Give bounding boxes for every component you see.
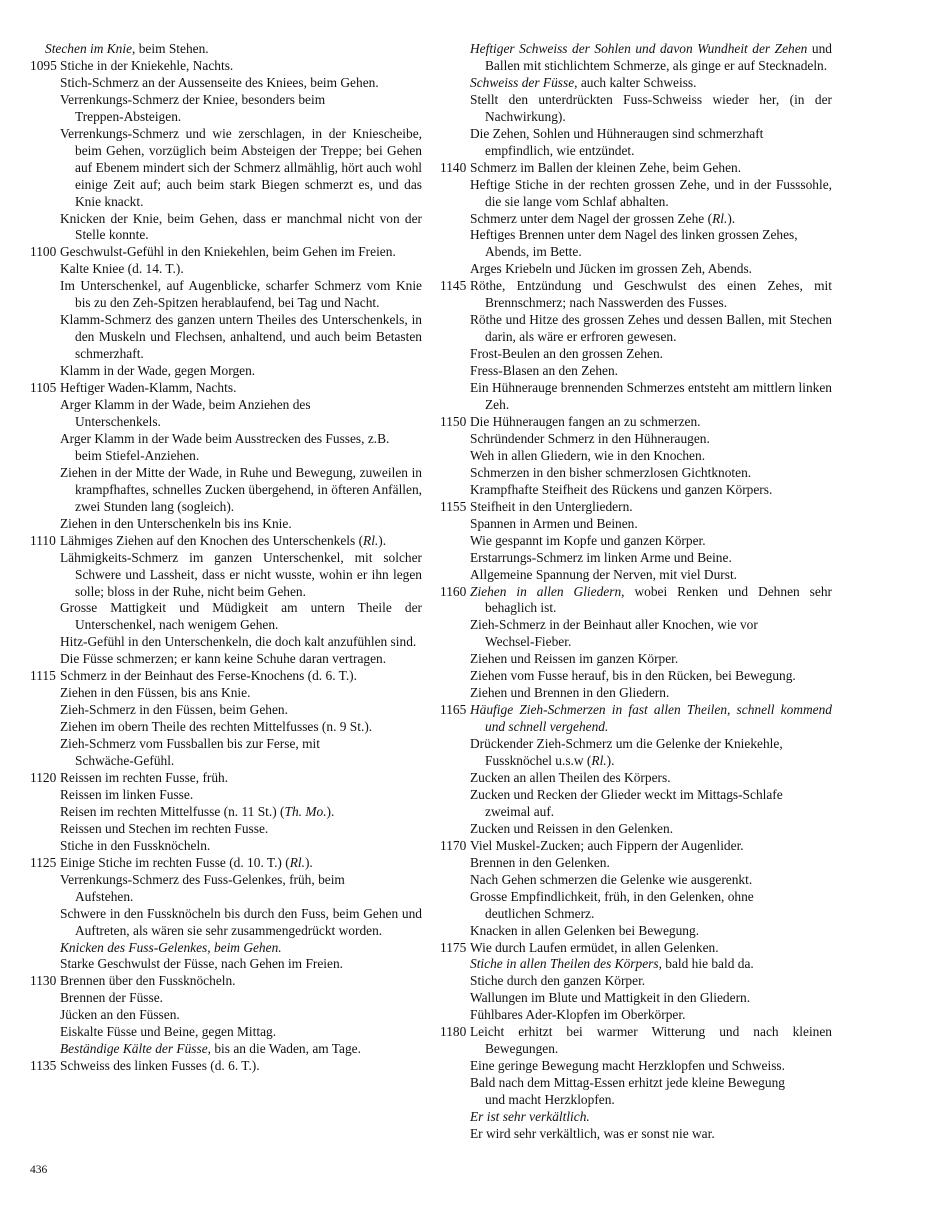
- symptom-entry: [440, 160, 832, 177]
- right-column: [440, 41, 832, 1143]
- entry-text: Ziehen im obern Theile des rechten Mittelfusses (n. 9 St.).: [60, 719, 373, 735]
- symptom-entry: [30, 363, 422, 380]
- entry-text: Frost-Beulen an den grossen Zehen.: [470, 346, 664, 362]
- entry-text: Knacken in allen Gelenken bei Bewegung.: [470, 922, 700, 938]
- symptom-entry: [30, 906, 422, 940]
- symptom-entry: [440, 668, 832, 685]
- entry-text: Zucken und Recken der Glieder weckt im Mittags-Schlafe: [470, 786, 783, 802]
- entry-text: Zieh-Schmerz vom Fussballen bis zur Ferse, mit: [60, 736, 320, 752]
- symptom-entry: [440, 973, 832, 990]
- entry-text: Schmerz in der Beinhaut des Ferse-Knochens (d. 6. T.).: [60, 668, 357, 684]
- symptom-entry: [440, 75, 832, 92]
- symptom-entry: [30, 719, 422, 736]
- entry-text: Verrenkungs-Schmerz des Fuss-Gelenkes, früh, beim: [60, 871, 345, 887]
- entry-text: Einige Stiche im rechten Fusse (d. 10. T.) (Rl.).: [60, 854, 313, 870]
- entry-text: Leicht erhitzt bei warmer Witterung und nach kleinen Bewegungen.: [470, 1024, 832, 1057]
- entry-number: 1155: [440, 498, 467, 514]
- entry-text: Brennen über den Fussknöcheln.: [60, 973, 236, 989]
- entry-number: 1175: [440, 939, 467, 955]
- symptom-entry: [440, 736, 832, 770]
- entry-text: Schwäche-Gefühl.: [75, 753, 175, 769]
- symptom-entry: [440, 1007, 832, 1024]
- entry-text: Krampfhafte Steifheit des Rückens und ganzen Körpers.: [470, 481, 773, 497]
- entry-text: Klamm-Schmerz des ganzen untern Theiles des Unterschenkels, in den Muskeln und Flechsen, anhaltend, und auch beim Betasten schmerzhaft.: [60, 312, 422, 362]
- entry-text: Reissen und Stechen im rechten Fusse.: [60, 820, 269, 836]
- entry-text: Viel Muskel-Zucken; auch Fippern der Augenlider.: [470, 837, 744, 853]
- symptom-entry: [30, 1024, 422, 1041]
- symptom-entry: [440, 177, 832, 211]
- symptom-entry: [440, 431, 832, 448]
- entry-text: Spannen in Armen und Beinen.: [470, 515, 638, 531]
- symptom-entry: [440, 990, 832, 1007]
- symptom-entry: [440, 482, 832, 499]
- entry-text: Jücken an den Füssen.: [60, 1007, 180, 1023]
- symptom-entry: [30, 41, 422, 58]
- entry-text: Klamm in der Wade, gegen Morgen.: [60, 363, 256, 379]
- entry-text: Reissen im linken Fusse.: [60, 786, 194, 802]
- entry-text: Erstarrungs-Schmerz im linken Arme und Beine.: [470, 549, 732, 565]
- entry-text: Ziehen in den Unterschenkeln bis ins Knie.: [60, 515, 292, 531]
- symptom-entry: [440, 1058, 832, 1075]
- symptom-entry: [30, 278, 422, 312]
- entry-text: Nach Gehen schmerzen die Gelenke wie ausgerenkt.: [470, 871, 753, 887]
- symptom-entry: [30, 804, 422, 821]
- symptom-entry: [440, 1075, 832, 1109]
- entry-text: Verrenkungs-Schmerz und wie zerschlagen, in der Kniescheibe, beim Gehen, vorzüglich beim Absteigen der Treppe; bei Gehen auf Ebenem mindert sich der Schmerz allmählig, hört auch wohl einige Zeit auf; auch beim stark Biegen schmerzt es, und das Knie knackt.: [60, 125, 422, 209]
- entry-number: 1180: [440, 1024, 467, 1040]
- symptom-entry: [30, 516, 422, 533]
- symptom-entry: [440, 1109, 832, 1126]
- entry-text: Arger Klamm in der Wade beim Ausstrecken des Fusses, z.B.: [60, 430, 390, 446]
- entry-text: Wallungen im Blute und Mattigkeit in den Gliedern.: [470, 990, 751, 1006]
- symptom-entry: [30, 770, 422, 787]
- entry-text: Zucken und Reissen in den Gelenken.: [470, 820, 674, 836]
- entry-text: Wechsel-Fieber.: [485, 634, 572, 650]
- entry-text: Schwere in den Fussknöcheln bis durch den Fuss, beim Gehen und Auftreten, als wären sie sehr zusammengedrückt worden.: [60, 905, 422, 938]
- symptom-entry: [30, 634, 422, 651]
- symptom-entry: [30, 126, 422, 211]
- entry-number: 1130: [30, 973, 57, 989]
- symptom-entry: [440, 550, 832, 567]
- entry-text: Brennen der Füsse.: [60, 990, 164, 1006]
- symptom-entry: [440, 685, 832, 702]
- symptom-entry: [440, 567, 832, 584]
- symptom-entry: [30, 651, 422, 668]
- entry-text: Fühlbares Ader-Klopfen im Oberkörper.: [470, 1007, 686, 1023]
- entry-text: Schmerz im Ballen der kleinen Zehe, beim Gehen.: [470, 159, 742, 175]
- entry-text: Zieh-Schmerz in der Beinhaut aller Knochen, wie vor: [470, 617, 758, 633]
- symptom-entry: [440, 889, 832, 923]
- entry-text: Häufige Zieh-Schmerzen in fast allen Theilen, schnell kommend und schnell vergehend.: [470, 702, 832, 735]
- entry-text: deutlichen Schmerz.: [485, 905, 595, 921]
- entry-text: Schmerzen in den bisher schmerzlosen Gichtknoten.: [470, 464, 752, 480]
- symptom-entry: [30, 1041, 422, 1058]
- symptom-entry: [440, 617, 832, 651]
- entry-text: Grosse Mattigkeit und Müdigkeit am untern Theile der Unterschenkel, nach wenigem Gehen.: [60, 600, 422, 633]
- entry-number: 1150: [440, 413, 467, 429]
- entry-text: Stellt den unterdrückten Fuss-Schweiss wieder her, (in der Nachwirkung).: [470, 91, 832, 124]
- symptom-entry: [30, 465, 422, 516]
- symptom-entry: [440, 126, 832, 160]
- symptom-entry: [440, 872, 832, 889]
- symptom-entry: [30, 58, 422, 75]
- entry-text: Aufstehen.: [75, 888, 134, 904]
- symptom-entry: [30, 1007, 422, 1024]
- entry-text: Heftiger Schweiss der Sohlen und davon Wundheit der Zehen und Ballen mit stichlichtem Schmerze, als ginge er auf Stecknadeln.: [470, 41, 832, 73]
- entry-text: Schweiss der Füsse, auch kalter Schweiss.: [470, 74, 697, 90]
- symptom-entry: [440, 414, 832, 431]
- symptom-entry: [30, 956, 422, 973]
- entry-text: Ziehen vom Fusse herauf, bis in den Rücken, bei Bewegung.: [470, 668, 796, 684]
- symptom-entry: [30, 533, 422, 550]
- entry-text: Fussknöchel u.s.w (Rl.).: [485, 753, 615, 769]
- symptom-entry: [30, 92, 422, 126]
- entry-text: Ziehen und Brennen in den Gliedern.: [470, 685, 670, 701]
- entry-text: Knicken des Fuss-Gelenkes, beim Gehen.: [60, 939, 282, 955]
- symptom-entry: [440, 584, 832, 618]
- symptom-entry: [440, 211, 832, 228]
- symptom-entry: [440, 465, 832, 482]
- entry-text: Arges Kriebeln und Jücken im grossen Zeh, Abends.: [470, 261, 753, 277]
- entry-text: Die Hühneraugen fangen an zu schmerzen.: [470, 413, 701, 429]
- symptom-entry: [30, 838, 422, 855]
- entry-text: Heftiger Waden-Klamm, Nachts.: [60, 380, 237, 396]
- symptom-entry: [30, 702, 422, 719]
- entry-text: und macht Herzklopfen.: [485, 1092, 615, 1108]
- entry-number: 1135: [30, 1058, 57, 1074]
- entry-text: Die Füsse schmerzen; er kann keine Schuhe daran vertragen.: [60, 651, 387, 667]
- symptom-entry: [440, 516, 832, 533]
- entry-text: Lähmigkeits-Schmerz im ganzen Unterschenkel, mit solcher Schwere und Lassheit, dass er nicht wusste, wohin er ihn legen solle; bloss in der Ruhe, nicht beim Gehen.: [60, 549, 422, 599]
- entry-text: Er wird sehr verkältlich, was er sonst nie war.: [470, 1126, 715, 1141]
- entry-text: Ziehen in den Füssen, bis ans Knie.: [60, 685, 251, 701]
- entry-text: Hitz-Gefühl in den Unterschenkeln, die doch kalt anzufühlen sind.: [60, 634, 417, 650]
- symptom-entry: [440, 855, 832, 872]
- entry-number: 1115: [30, 668, 56, 684]
- symptom-entry: [440, 92, 832, 126]
- entry-text: zweimal auf.: [485, 803, 555, 819]
- entry-text: Stiche in der Kniekehle, Nachts.: [60, 57, 234, 73]
- entry-text: Zieh-Schmerz in den Füssen, beim Gehen.: [60, 702, 288, 718]
- symptom-entry: [440, 956, 832, 973]
- entry-text: Zucken an allen Theilen des Körpers.: [470, 769, 671, 785]
- entry-text: Beständige Kälte der Füsse, bis an die Waden, am Tage.: [60, 1041, 361, 1057]
- symptom-entry: [30, 431, 422, 465]
- symptom-entry: [30, 600, 422, 634]
- entry-text: Heftige Stiche in der rechten grossen Zehe, und in der Fusssohle, die sie lange vom Schlaf abhalten.: [470, 176, 832, 209]
- symptom-entry: [440, 312, 832, 346]
- entry-text: Stechen im Knie, beim Stehen.: [45, 41, 209, 56]
- entry-number: 1170: [440, 837, 467, 853]
- symptom-entry: [30, 787, 422, 804]
- entry-text: Treppen-Absteigen.: [75, 108, 182, 124]
- entry-text: Ziehen in der Mitte der Wade, in Ruhe und Bewegung, zuweilen in krampfhaftes, schnelles Zucken übergehend, in öfteren Anfällen, zwei Stunden lang (sogleich).: [60, 464, 422, 514]
- entry-text: Abends, im Bette.: [485, 244, 582, 260]
- symptom-entry: [30, 940, 422, 957]
- symptom-entry: [440, 651, 832, 668]
- symptom-entry: [30, 821, 422, 838]
- symptom-entry: [440, 227, 832, 261]
- symptom-entry: [30, 855, 422, 872]
- symptom-entry: [440, 278, 832, 312]
- entry-text: Bald nach dem Mittag-Essen erhitzt jede kleine Bewegung: [470, 1075, 785, 1091]
- entry-text: Lähmiges Ziehen auf den Knochen des Unterschenkels (Rl.).: [60, 532, 387, 548]
- entry-text: Knicken der Knie, beim Gehen, dass er manchmal nicht von der Stelle konnte.: [60, 210, 422, 243]
- symptom-entry: [440, 380, 832, 414]
- entry-text: Im Unterschenkel, auf Augenblicke, scharfer Schmerz vom Knie bis zu den Zeh-Spitzen herablaufend, bei Tag und Nacht.: [60, 278, 422, 311]
- entry-number: 1110: [30, 532, 56, 548]
- page-number: 436: [30, 1164, 48, 1176]
- entry-text: Wie durch Laufen ermüdet, in allen Gelenken.: [470, 939, 719, 955]
- entry-text: Kalte Kniee (d. 14. T.).: [60, 261, 184, 277]
- entry-text: Röthe, Entzündung und Geschwulst des einen Zehes, mit Brennschmerz; nach Nasswerden des Fusses.: [470, 278, 832, 311]
- entry-text: Schmerz unter dem Nagel der grossen Zehe (Rl.).: [470, 210, 736, 226]
- entry-text: Steifheit in den Untergliedern.: [470, 498, 633, 514]
- symptom-entry: [440, 702, 832, 736]
- symptom-entry: [30, 261, 422, 278]
- symptom-entry: [30, 397, 422, 431]
- entry-number: 1140: [440, 159, 467, 175]
- entry-number: 1145: [440, 278, 467, 294]
- entry-text: Allgemeine Spannung der Nerven, mit viel Durst.: [470, 566, 738, 582]
- entry-text: Grosse Empfindlichkeit, früh, in den Gelenken, ohne: [470, 888, 754, 904]
- symptom-entry: [30, 1058, 422, 1075]
- entry-text: Schründender Schmerz in den Hühneraugen.: [470, 430, 710, 446]
- symptom-entry: [30, 736, 422, 770]
- entry-text: Geschwulst-Gefühl in den Kniekehlen, beim Gehen im Freien.: [60, 244, 396, 260]
- entry-text: Er ist sehr verkältlich.: [470, 1109, 590, 1125]
- entry-text: Ziehen und Reissen im ganzen Körper.: [470, 651, 679, 667]
- entry-text: Reissen im rechten Fusse, früh.: [60, 769, 229, 785]
- entry-text: Schweiss des linken Fusses (d. 6. T.).: [60, 1058, 260, 1074]
- entry-text: Röthe und Hitze des grossen Zehes und dessen Ballen, mit Stechen darin, als wäre er erfroren gewesen.: [470, 312, 832, 345]
- entry-text: Stich-Schmerz an der Aussenseite des Kniees, beim Gehen.: [60, 74, 379, 90]
- entry-number: 1125: [30, 854, 57, 870]
- symptom-entry: [440, 1126, 832, 1143]
- entry-number: 1105: [30, 380, 57, 396]
- symptom-entry: [30, 380, 422, 397]
- entry-text: Reisen im rechten Mittelfusse (n. 11 St.) (Th. Mo.).: [60, 803, 335, 819]
- symptom-entry: [440, 940, 832, 957]
- symptom-entry: [440, 448, 832, 465]
- entry-number: 1165: [440, 702, 467, 718]
- entry-text: Fress-Blasen an den Zehen.: [470, 363, 618, 379]
- symptom-entry: [30, 685, 422, 702]
- symptom-entry: [440, 261, 832, 278]
- symptom-entry: [440, 923, 832, 940]
- entry-text: Wie gespannt im Kopfe und ganzen Körper.: [470, 532, 706, 548]
- symptom-entry: [30, 211, 422, 245]
- entry-text: Brennen in den Gelenken.: [470, 854, 610, 870]
- entry-text: Stiche in allen Theilen des Körpers, bald hie bald da.: [470, 956, 754, 972]
- entry-text: beim Stiefel-Anziehen.: [75, 447, 200, 463]
- entry-text: Eine geringe Bewegung macht Herzklopfen und Schweiss.: [470, 1058, 785, 1074]
- symptom-entry: [440, 499, 832, 516]
- entry-text: Verrenkungs-Schmerz der Kniee, besonders beim: [60, 91, 326, 107]
- symptom-entry: [30, 244, 422, 261]
- entry-text: Ein Hühnerauge brennenden Schmerzes entsteht am mittlern linken Zeh.: [470, 380, 832, 413]
- symptom-entry: [440, 41, 832, 75]
- entry-text: Weh in allen Gliedern, wie in den Knochen.: [470, 447, 706, 463]
- entry-text: Stiche in den Fussknöcheln.: [60, 837, 211, 853]
- entry-text: Stiche durch den ganzen Körper.: [470, 973, 646, 989]
- symptom-entry: [30, 973, 422, 990]
- left-column: [30, 41, 422, 1075]
- entry-number: 1120: [30, 769, 57, 785]
- symptom-entry: [30, 312, 422, 363]
- symptom-entry: [30, 990, 422, 1007]
- symptom-entry: [440, 363, 832, 380]
- entry-text: Heftiges Brennen unter dem Nagel des linken grossen Zehes,: [470, 227, 798, 243]
- symptom-entry: [30, 75, 422, 92]
- entry-number: 1095: [30, 57, 57, 73]
- entry-text: Drückender Zieh-Schmerz um die Gelenke der Kniekehle,: [470, 736, 783, 752]
- entry-text: empfindlich, wie entzündet.: [485, 142, 635, 158]
- symptom-entry: [30, 550, 422, 601]
- entry-text: Arger Klamm in der Wade, beim Anziehen des: [60, 397, 311, 413]
- symptom-entry: [440, 346, 832, 363]
- symptom-entry: [440, 1024, 832, 1058]
- symptom-entry: [440, 787, 832, 821]
- entry-text: Unterschenkels.: [75, 413, 161, 429]
- entry-number: 1100: [30, 244, 57, 260]
- entry-text: Starke Geschwulst der Füsse, nach Gehen im Freien.: [60, 956, 343, 972]
- symptom-entry: [440, 770, 832, 787]
- symptom-entry: [440, 821, 832, 838]
- entry-text: Die Zehen, Sohlen und Hühneraugen sind schmerzhaft: [470, 125, 764, 141]
- symptom-entry: [30, 668, 422, 685]
- symptom-entry: [440, 533, 832, 550]
- symptom-entry: [30, 872, 422, 906]
- entry-text: Ziehen in allen Gliedern, wobei Renken und Dehnen sehr behaglich ist.: [470, 583, 832, 616]
- symptom-entry: [440, 838, 832, 855]
- entry-text: Eiskalte Füsse und Beine, gegen Mittag.: [60, 1024, 277, 1040]
- entry-number: 1160: [440, 583, 467, 599]
